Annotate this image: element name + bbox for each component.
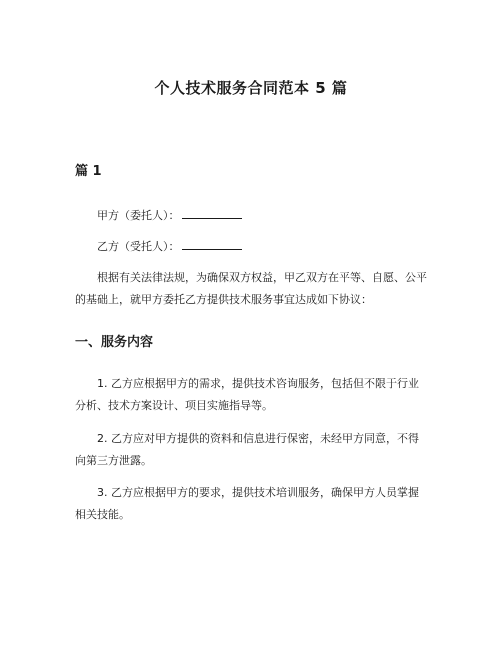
section-1-heading: 一、服务内容 [75, 335, 154, 350]
party-b-line [75, 236, 427, 258]
clause-item: 1. 乙方应根据甲方的需求，提供技术咨询服务，包括但不限于行业分析、技术方案设计、项目实施指导等。 [75, 377, 419, 412]
clause-item: 2. 乙方应对甲方提供的资料和信息进行保密，未经甲方同意，不得向第三方泄露。 [75, 432, 419, 467]
party-a-line [75, 205, 427, 227]
party-a-blank [182, 208, 242, 219]
clause-item: 3. 乙方应根据甲方的要求，提供技术培训服务，确保甲方人员掌握相关技能。 [75, 486, 419, 521]
part-heading: 篇 1 [75, 164, 102, 179]
party-a-label: 甲方（委托人）： [97, 209, 180, 222]
intro-paragraph: 根据有关法律法规，为确保双方权益，甲乙双方在平等、自愿、公平的基础上，就甲方委托乙方提供技术服务事宜达成如下协议： [75, 271, 427, 306]
party-b-blank [182, 239, 242, 250]
document-title: 个人技术服务合同范本 5 篇 [154, 79, 348, 97]
party-b-label: 乙方（受托人）： [97, 240, 180, 253]
